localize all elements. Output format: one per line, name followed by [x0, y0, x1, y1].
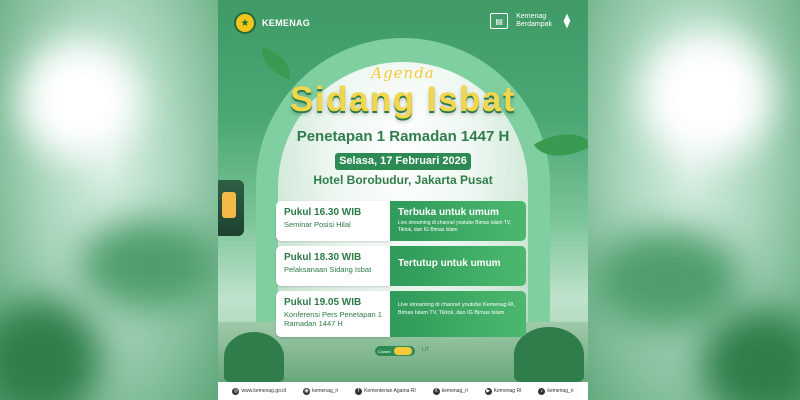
berdampak-icon: ▤	[490, 13, 508, 29]
toggle-knob	[394, 347, 412, 355]
toggle-switch	[375, 346, 415, 356]
schedule-status-box	[390, 246, 526, 286]
schedule-time: Pukul 19.05 WIB	[284, 297, 362, 308]
kemenag-emblem-icon: ★	[234, 12, 256, 34]
blurred-background-left	[0, 0, 218, 400]
schedule-note: Live streaming di channel youtube Kemenag RI, Bimas Islam TV, Tiktok, dan IG Bimas Islam	[398, 302, 516, 316]
lantern-decoration	[218, 180, 244, 236]
schedule-time-box	[276, 246, 390, 286]
footer-text: kemenag_ri	[441, 388, 468, 394]
kemenag-logo	[234, 12, 310, 34]
toggle-left-label: Closed	[378, 348, 391, 354]
x-icon: X	[434, 388, 438, 394]
footer-item-website[interactable]	[232, 388, 286, 395]
schedule-desc: Konferensi Pers Penetapan 1 Ramadan 1447 H	[284, 310, 382, 328]
social-footer	[218, 382, 588, 400]
schedule-row	[276, 201, 526, 241]
footer-text: www.kemenag.go.id	[241, 388, 287, 394]
facebook-icon: f	[355, 388, 362, 395]
footer-item-youtube[interactable]	[485, 388, 522, 395]
footer-item-instagram[interactable]	[303, 388, 338, 395]
poster	[218, 0, 588, 400]
schedule-note: Live streaming di channel youtube Bimas Islam TV, Tiktok, dan IG Bimas Islam	[398, 220, 512, 233]
main-title: Sidang Isbat	[289, 80, 517, 119]
berdampak-text	[516, 13, 552, 29]
footer-text: kemenag_ri	[312, 388, 339, 394]
schedule-status-box	[390, 291, 526, 337]
schedule-status-box	[390, 201, 526, 241]
drop-logo-icon: ⧫	[563, 13, 571, 29]
schedule-time-box	[276, 201, 390, 241]
schedule-row	[276, 246, 526, 286]
berdampak-logo	[490, 12, 574, 30]
kemenag-brand-text: KEMENAG	[262, 18, 311, 28]
berdampak-line2: Berdampak	[516, 21, 552, 28]
blurred-background-right	[582, 0, 800, 400]
schedule-desc: Pelaksanaan Sidang Isbat	[284, 265, 372, 274]
schedule-time-box	[276, 291, 390, 337]
instagram-icon: ◉	[304, 388, 309, 394]
globe-icon: ◎	[233, 388, 239, 394]
subtitle: Penetapan 1 Ramadan 1447 H	[296, 128, 510, 145]
footer-text: kemenag_ri	[547, 388, 574, 394]
footer-item-facebook[interactable]	[355, 388, 416, 395]
berdampak-line1: Kemenag	[516, 13, 547, 20]
toggle-right-label: LIT	[422, 347, 430, 353]
youtube-icon: ▶	[486, 388, 491, 394]
footer-text: Kementerian Agama RI	[364, 388, 416, 394]
venue-text: Hotel Borobudur, Jakarta Pusat	[313, 173, 493, 187]
agenda-label: Agenda	[371, 64, 435, 82]
schedule-row	[276, 291, 526, 337]
schedule-time: Pukul 16.30 WIB	[284, 207, 362, 218]
bush-left	[224, 332, 284, 382]
schedule-status: Tertutup untuk umum	[398, 258, 501, 269]
schedule-time: Pukul 18.30 WIB	[284, 252, 362, 263]
footer-item-x[interactable]	[433, 388, 468, 395]
date-badge: Selasa, 17 Februari 2026	[335, 153, 471, 170]
footer-text: Kemenag RI	[493, 388, 522, 394]
schedule-status: Terbuka untuk umum	[398, 207, 499, 218]
schedule-desc: Seminar Posisi Hilal	[284, 220, 351, 229]
tiktok-icon: ♪	[538, 388, 545, 395]
footer-item-tiktok[interactable]	[538, 388, 573, 395]
